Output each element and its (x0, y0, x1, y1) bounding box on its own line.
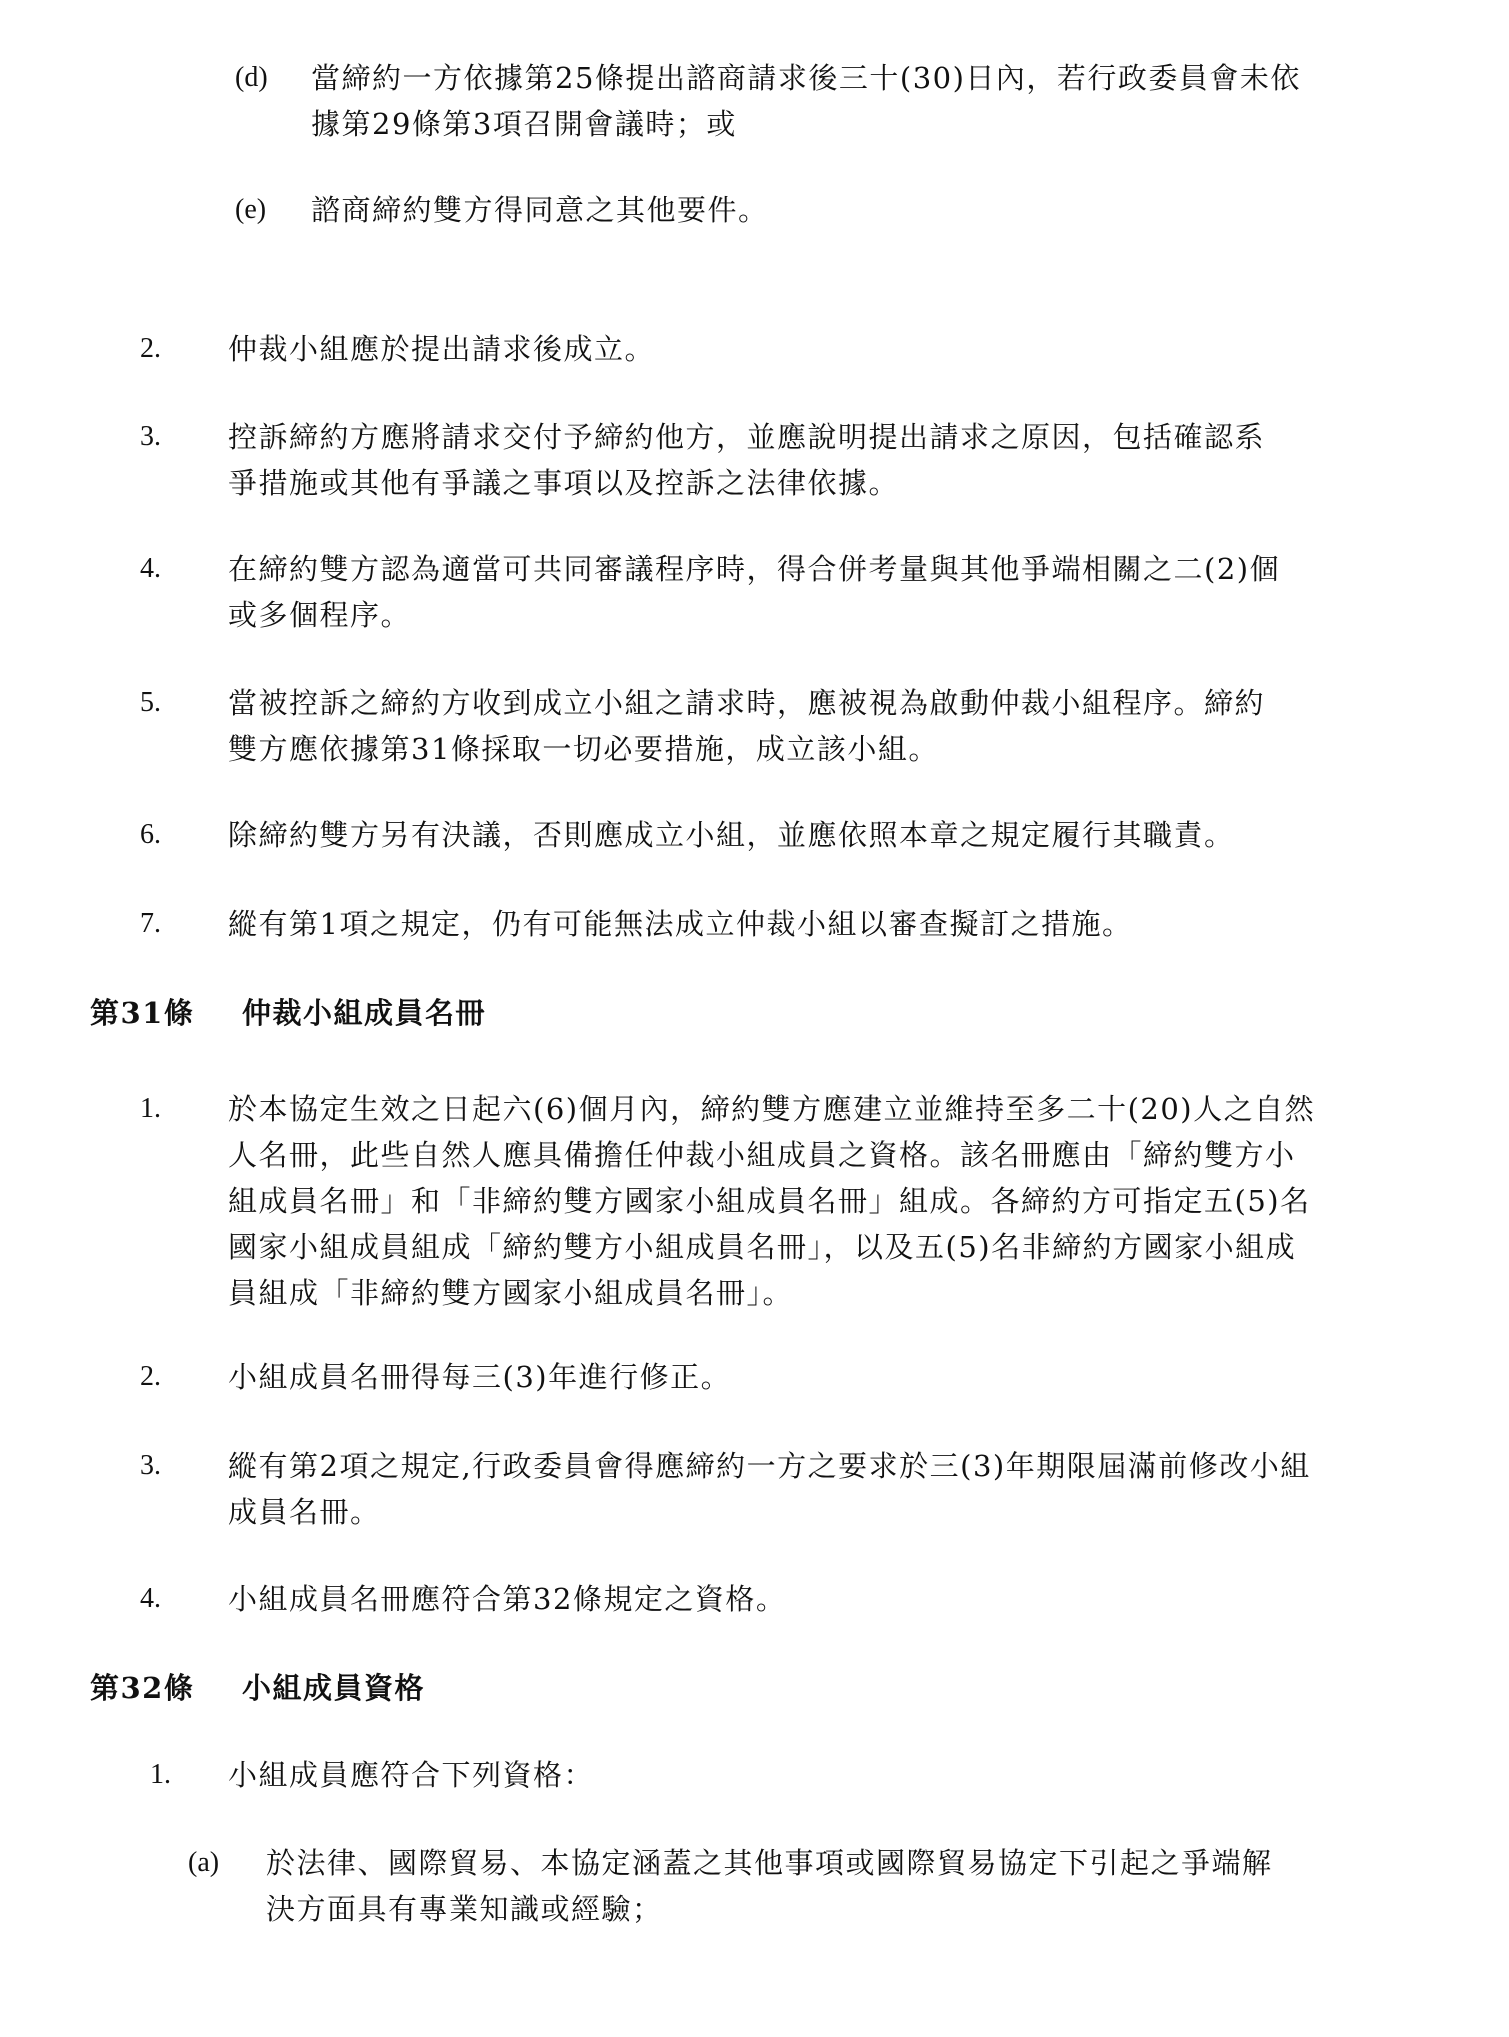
article-31-number: 第31條 (90, 996, 195, 1030)
paragraph-5-text (228, 680, 1265, 772)
article-31-paragraph-2-label: 2. (140, 1361, 161, 1392)
article-31-paragraph-2-line-1: 小組成員名冊得每三(3)年進行修正。 (228, 1360, 732, 1394)
paragraph-6-label: 6. (140, 819, 161, 850)
article-31-paragraph-2-text (228, 1354, 731, 1400)
paragraph-4-label: 4. (140, 553, 161, 584)
item-d-line-2: 據第29條第3項召開會議時；或 (311, 107, 737, 141)
article-31-paragraph-3-line-1: 縱有第2項之規定,行政委員會得應締約一方之要求於三(3)年期限屆滿前修改小組 (228, 1449, 1311, 1483)
paragraph-2-text (228, 326, 655, 372)
article-31-paragraph-1-label: 1. (140, 1093, 161, 1124)
article-31-title: 仲裁小組成員名冊 (242, 996, 487, 1030)
article-31-paragraph-1-line-1: 於本協定生效之日起六(6)個月內，締約雙方應建立並維持至多二十(20)人之自然 (228, 1092, 1316, 1126)
article-32-title: 小組成員資格 (242, 1671, 426, 1705)
paragraph-5-line-1: 當被控訴之締約方收到成立小組之請求時，應被視為啟動仲裁小組程序。締約 (228, 686, 1266, 720)
article-32-number: 第32條 (90, 1671, 195, 1705)
paragraph-2-line-1: 仲裁小組應於提出請求後成立。 (228, 332, 656, 366)
paragraph-5-label: 5. (140, 687, 161, 718)
article-31-paragraph-3-label: 3. (140, 1450, 161, 1481)
article-32-item-a-label: (a) (188, 1847, 220, 1878)
paragraph-4-line-2: 或多個程序。 (228, 598, 412, 632)
paragraph-7-line-1: 縱有第1項之規定，仍有可能無法成立仲裁小組以審查擬訂之措施。 (228, 907, 1133, 941)
article-31-paragraph-1-line-2: 人名冊，此些自然人應具備擔任仲裁小組成員之資格。該名冊應由「締約雙方小 (228, 1138, 1296, 1172)
article-32-paragraph-1-text (228, 1752, 594, 1798)
article-31-paragraph-1-line-4: 國家小組成員組成「締約雙方小組成員名冊」，以及五(5)名非締約方國家小組成 (228, 1230, 1297, 1264)
article-32-heading (90, 1665, 425, 1711)
article-31-heading (90, 990, 486, 1036)
paragraph-7-label: 7. (140, 908, 161, 939)
paragraph-6-text (228, 812, 1235, 858)
article-31-paragraph-4-text (228, 1576, 786, 1622)
paragraph-4-line-1: 在締約雙方認為適當可共同審議程序時，得合併考量與其他爭端相關之二(2)個 (228, 552, 1281, 586)
item-e-text (311, 187, 769, 233)
article-32-item-a-text (266, 1840, 1273, 1932)
article-31-paragraph-4-label: 4. (140, 1583, 161, 1614)
paragraph-7-text (228, 901, 1132, 947)
article-31-paragraph-3-text (228, 1443, 1311, 1535)
paragraph-6-line-1: 除締約雙方另有決議，否則應成立小組，並應依照本章之規定履行其職責。 (228, 818, 1235, 852)
item-e-line-1: 諮商締約雙方得同意之其他要件。 (311, 193, 769, 227)
paragraph-3-label: 3. (140, 421, 161, 452)
article-32-item-a-line-2: 決方面具有專業知識或經驗； (266, 1892, 663, 1926)
article-32-item-a-line-1: 於法律、國際貿易、本協定涵蓋之其他事項或國際貿易協定下引起之爭端解 (266, 1846, 1273, 1880)
article-32-paragraph-1-line-1: 小組成員應符合下列資格： (228, 1758, 595, 1792)
paragraph-3-line-1: 控訴締約方應將請求交付予締約他方，並應說明提出請求之原因，包括確認系 (228, 420, 1266, 454)
paragraph-5-line-2: 雙方應依據第31條採取一切必要措施，成立該小組。 (228, 732, 939, 766)
article-31-paragraph-1-line-3: 組成員名冊」和「非締約雙方國家小組成員名冊」組成。各締約方可指定五(5)名 (228, 1184, 1311, 1218)
article-31-paragraph-1-line-5: 員組成「非締約雙方國家小組成員名冊」。 (228, 1276, 794, 1310)
paragraph-4-text (228, 546, 1280, 638)
item-e-label: (e) (235, 194, 267, 225)
paragraph-3-text (228, 414, 1265, 506)
item-d-text (311, 55, 1301, 147)
item-d-line-1: 當締約一方依據第25條提出諮商請求後三十(30)日內，若行政委員會未依 (311, 61, 1301, 95)
article-31-paragraph-3-line-2: 成員名冊。 (228, 1495, 381, 1529)
paragraph-3-line-2: 爭措施或其他有爭議之事項以及控訴之法律依據。 (228, 466, 900, 500)
article-32-paragraph-1-label: 1. (150, 1759, 171, 1790)
item-d-label: (d) (235, 62, 268, 93)
paragraph-2-label: 2. (140, 333, 161, 364)
article-31-paragraph-4-line-1: 小組成員名冊應符合第32條規定之資格。 (228, 1582, 787, 1616)
article-31-paragraph-1-text (228, 1086, 1315, 1316)
